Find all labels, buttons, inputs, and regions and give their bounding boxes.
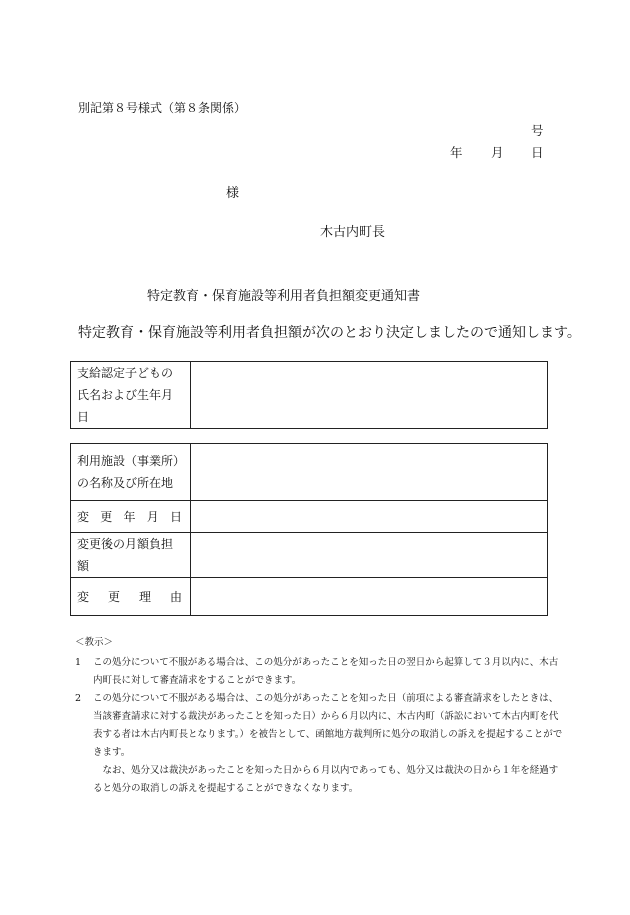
reason-char: 更: [107, 589, 120, 604]
change-date-char: 更: [100, 509, 113, 524]
addressee-honorific: 様: [226, 186, 240, 201]
child-info-table: [70, 361, 548, 429]
form-number: 別記第８号様式（第８条関係）: [78, 101, 247, 115]
change-date-char: 変: [77, 509, 90, 524]
change-date-value[interactable]: [191, 501, 548, 533]
child-info-label: [71, 362, 191, 429]
monthly-amount-label: 変更後の月額負担額: [71, 533, 191, 578]
date-day-label: 日: [531, 145, 544, 160]
notice-item-2-number: 2: [75, 693, 82, 704]
reason-char: 理: [138, 589, 151, 604]
sender-name: 木古内町長: [320, 225, 386, 240]
lead-text: 特定教育・保育施設等利用者負担額が次のとおり決定しましたので通知します。: [78, 325, 581, 341]
change-details-table: [70, 443, 548, 616]
facility-label-line2: の名称及び所在地: [77, 476, 174, 490]
child-info-value[interactable]: [191, 362, 548, 429]
document-number-suffix: 号: [531, 123, 544, 138]
monthly-amount-value[interactable]: [191, 533, 548, 578]
reason-value[interactable]: [191, 578, 548, 616]
notice-item-2-para-text: なお、処分又は裁決があったことを知った日から６月以内であっても、処分又は裁決の日から１年を経過すると処分の取消しの訴えを提起することができなくなります。: [93, 765, 559, 794]
facility-label: [71, 444, 191, 501]
notice-item-1-number: 1: [75, 657, 82, 668]
notice-section: [75, 634, 565, 798]
change-date-char: 月: [146, 509, 159, 524]
date-month-label: 月: [491, 145, 504, 160]
notice-item-2-text: この処分について不服がある場合は、この処分があったことを知った日（前項による審査請求をしたときは、当該審査請求に対する裁決があったことを知った日）から６月以内に、木古内町（訴訟において木古内町を代表する者は木古内町長となります。）を被告として、函館地方裁判所に処分の取消しの訴えを提起することができます。: [93, 693, 563, 758]
notice-item-2: [75, 690, 565, 762]
reason-label: [71, 578, 191, 616]
child-info-label-line1: 支給認定子どもの: [77, 366, 174, 380]
document-title: 特定教育・保育施設等利用者負担額変更通知書: [147, 289, 421, 304]
notice-item-1: [75, 654, 565, 690]
change-date-char: 年: [123, 509, 136, 524]
date-year-label: 年: [450, 145, 463, 160]
notice-heading: ＜教示＞: [75, 637, 114, 648]
notice-item-1-text: この処分について不服がある場合は、この処分があったことを知った日の翌日から起算して３月以内に、木古内町長に対して審査請求をすることができます。: [93, 657, 559, 686]
reason-char: 変: [77, 589, 90, 604]
reason-char: 由: [169, 589, 182, 604]
change-date-label: [71, 501, 191, 533]
change-date-char: 日: [169, 509, 182, 524]
facility-value[interactable]: [191, 444, 548, 501]
child-info-label-line2: 氏名および生年月日: [77, 388, 174, 424]
notice-item-2-paragraph: [75, 762, 565, 798]
facility-label-line1: 利用施設（事業所）: [77, 454, 186, 468]
